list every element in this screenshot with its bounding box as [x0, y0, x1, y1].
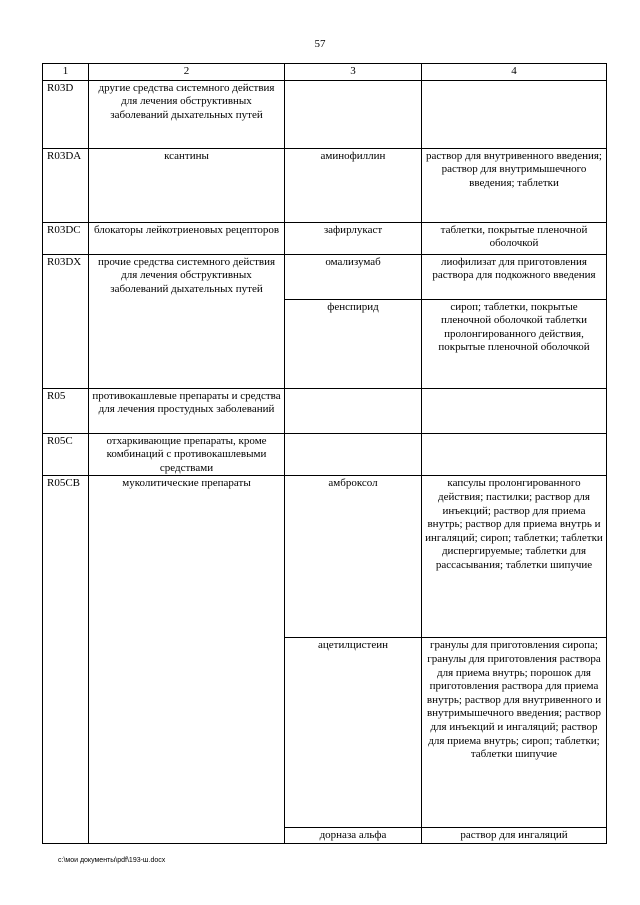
table-row: [43, 254, 607, 299]
atc-code: R05C: [43, 433, 89, 476]
drug-name: зафирлукаст: [285, 222, 422, 254]
dosage-forms: [422, 80, 607, 148]
atc-code: R03DX: [43, 254, 89, 388]
atc-group: блокаторы лейкотриеновых рецепторов: [89, 222, 285, 254]
dosage-forms: таблетки, покрытые пленочной оболочкой: [422, 222, 607, 254]
dosage-forms: раствор для внутривенного введения; раствор для внутримышечного введения; таблетки: [422, 148, 607, 222]
drug-name: амброксол: [285, 476, 422, 638]
dosage-forms: [422, 388, 607, 433]
page-number: 57: [314, 38, 326, 50]
dosage-forms: капсулы пролонгированного действия; пастилки; раствор для инъекций; раствор для приема внутрь; раствор для приема внутрь и ингаляций; сироп; таблетки; таблетки диспергируемые; таблетки для рассасывания; таблетки шипучие: [422, 476, 607, 638]
table-row: [43, 148, 607, 222]
table-row: [43, 80, 607, 148]
dosage-forms: гранулы для приготовления сиропа; гранулы для приготовления раствора для приема внутрь; порошок для приготовления раствора для приема внутрь; раствор для внутривенного и внутримышечного введения; раствор для инъекций и ингаляций; раствор для приема внутрь; сироп; таблетки; таблетки шипучие: [422, 638, 607, 828]
atc-code: R03D: [43, 80, 89, 148]
table-row: [43, 222, 607, 254]
column-header: 3: [285, 64, 422, 81]
column-header: 1: [43, 64, 89, 81]
dosage-forms: лиофилизат для приготовления раствора для подкожного введения: [422, 254, 607, 299]
dosage-forms: [422, 433, 607, 476]
table-row: [43, 388, 607, 433]
atc-code: R03DA: [43, 148, 89, 222]
atc-group: другие средства системного действия для лечения обструктивных заболеваний дыхательных путей: [89, 80, 285, 148]
atc-group: ксантины: [89, 148, 285, 222]
drug-name: фенспирид: [285, 299, 422, 388]
drug-name: дорназа альфа: [285, 828, 422, 844]
drug-table: [42, 63, 607, 844]
drug-name: аминофиллин: [285, 148, 422, 222]
atc-code: R03DC: [43, 222, 89, 254]
dosage-forms: сироп; таблетки, покрытые пленочной оболочкой таблетки пролонгированного действия, покрытые пленочной оболочкой: [422, 299, 607, 388]
table-row: [43, 433, 607, 476]
atc-group: прочие средства системного действия для лечения обструктивных заболеваний дыхательных путей: [89, 254, 285, 388]
drug-name: омализумаб: [285, 254, 422, 299]
atc-group: противокашлевые препараты и средства для лечения простудных заболеваний: [89, 388, 285, 433]
column-header: 2: [89, 64, 285, 81]
file-path-footer: c:\мои документы\pdf\193-ш.docx: [58, 857, 166, 864]
atc-group: отхаркивающие препараты, кроме комбинаций с противокашлевыми средствами: [89, 433, 285, 476]
drug-name: [285, 80, 422, 148]
column-header: 4: [422, 64, 607, 81]
dosage-forms: раствор для ингаляций: [422, 828, 607, 844]
atc-code: R05: [43, 388, 89, 433]
drug-name: [285, 388, 422, 433]
atc-group: муколитические препараты: [89, 476, 285, 844]
table-row: [43, 476, 607, 638]
atc-code: R05CB: [43, 476, 89, 844]
header-row: [43, 64, 607, 81]
drug-name: [285, 433, 422, 476]
drug-name: ацетилцистеин: [285, 638, 422, 828]
